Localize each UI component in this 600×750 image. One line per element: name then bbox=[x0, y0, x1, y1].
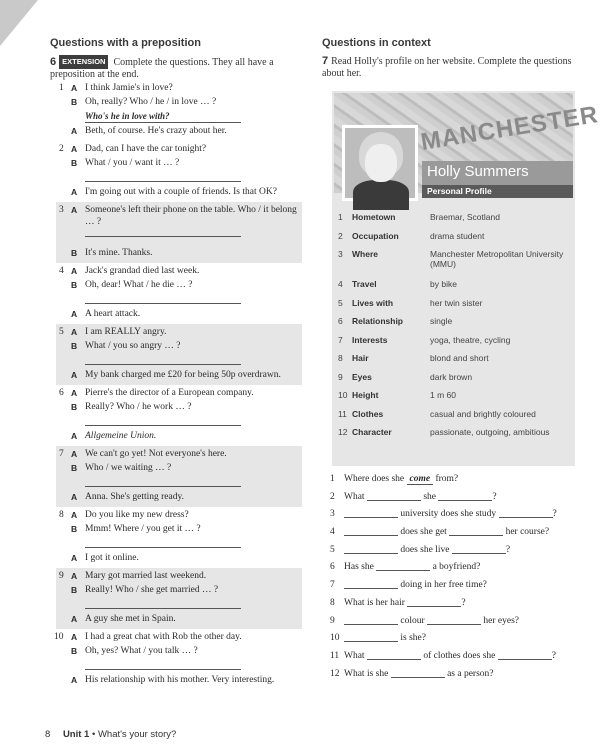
answer-blank[interactable] bbox=[344, 544, 398, 554]
profile-row: 5 Lives with her twin sister bbox=[338, 297, 483, 308]
item-number: 2 bbox=[59, 144, 64, 154]
line-a: Do you like my new dress? bbox=[85, 510, 189, 520]
line-a: I am REALLY angry. bbox=[85, 327, 167, 337]
answer-blank[interactable] bbox=[407, 597, 461, 607]
answer-line[interactable] bbox=[85, 486, 241, 487]
profile-row: 6 Relationship single bbox=[338, 316, 453, 326]
line-a: Someone's left their phone on the table. Who / it belong … ? bbox=[85, 205, 297, 227]
answer-blank[interactable] bbox=[344, 615, 398, 625]
line-b: Mmm! Where / you get it … ? bbox=[85, 524, 201, 534]
speaker-a: A bbox=[71, 449, 78, 459]
profile-row: 4 Travel by bike bbox=[338, 279, 457, 289]
corner-tab bbox=[0, 0, 38, 46]
answer-line[interactable] bbox=[85, 425, 241, 426]
item-number: 5 bbox=[59, 327, 64, 337]
line-a: Pierre's the director of a European company. bbox=[85, 388, 254, 398]
profile-row: 11 Clothes casual and brightly coloured bbox=[338, 408, 536, 419]
exercise-item bbox=[56, 629, 302, 690]
unit-label: Unit 1 bbox=[62, 729, 90, 740]
speaker-a: A bbox=[71, 187, 78, 197]
page-number: 8 bbox=[45, 729, 51, 740]
question-item: 4 does she get her course? bbox=[330, 527, 550, 538]
question-item: 12 What is she as a person? bbox=[330, 668, 494, 679]
section-title-context: Questions in context bbox=[322, 37, 431, 49]
profile-row: 1 Hometown Braemar, Scotland bbox=[338, 212, 500, 222]
speaker-b: B bbox=[71, 524, 78, 534]
speaker-a: A bbox=[71, 309, 78, 319]
answer-blank[interactable] bbox=[344, 632, 398, 642]
line-a-reply: Allgemeine Union. bbox=[85, 431, 157, 441]
banner-city-text: MANCHESTER bbox=[418, 101, 600, 156]
line-a-reply: Beth, of course. He's crazy about her. bbox=[85, 126, 227, 136]
exercise-6-list bbox=[56, 80, 302, 690]
speaker-b: B bbox=[71, 97, 78, 107]
profile-card bbox=[332, 91, 600, 466]
profile-row: 10 Height 1 m 60 bbox=[338, 390, 456, 400]
item-number: 7 bbox=[59, 449, 64, 459]
line-a: I had a great chat with Rob the other day. bbox=[85, 632, 242, 642]
profile-rows bbox=[332, 209, 575, 454]
example-answer: Who's he in love with? bbox=[85, 110, 241, 123]
speaker-a: A bbox=[71, 144, 78, 154]
exercise-7-instruction bbox=[322, 55, 572, 80]
answer-line[interactable] bbox=[85, 608, 241, 609]
exercise-7-questions bbox=[330, 473, 575, 685]
line-b: It's mine. Thanks. bbox=[85, 248, 153, 258]
speaker-b: B bbox=[71, 280, 78, 290]
profile-subtitle: Personal Profile bbox=[427, 186, 492, 196]
answer-blank[interactable] bbox=[499, 508, 553, 518]
answer-line[interactable] bbox=[85, 364, 241, 365]
profile-row: 9 Eyes dark brown bbox=[338, 371, 473, 382]
answer-blank[interactable] bbox=[344, 508, 398, 518]
line-b: Oh, yes? What / you talk … ? bbox=[85, 646, 198, 656]
item-number: 3 bbox=[59, 205, 64, 215]
item-number: 6 bbox=[59, 388, 64, 398]
answer-line[interactable] bbox=[85, 236, 241, 237]
question-item: 5 does she live ? bbox=[330, 544, 511, 555]
speaker-a: A bbox=[71, 510, 78, 520]
answer-blank[interactable] bbox=[438, 491, 492, 501]
question-item: 1 Where does she come from? bbox=[330, 474, 459, 484]
example-answer: come bbox=[407, 474, 434, 485]
profile-row: 12 Character passionate, outgoing, ambitious bbox=[338, 427, 550, 437]
speaker-b: B bbox=[71, 585, 78, 595]
exercise-6-instruction bbox=[50, 55, 300, 81]
line-b: Oh, really? Who / he / in love … ? bbox=[85, 97, 217, 107]
exercise-item bbox=[56, 263, 302, 324]
line-a-reply: A heart attack. bbox=[85, 309, 141, 319]
profile-name: Holly Summers bbox=[427, 163, 529, 180]
line-a-reply: A guy she met in Spain. bbox=[85, 614, 176, 624]
line-a-reply: Anna. She's getting ready. bbox=[85, 492, 184, 502]
line-a-reply: I'm going out with a couple of friends. Is that OK? bbox=[85, 187, 277, 197]
answer-blank[interactable] bbox=[367, 491, 421, 501]
instruction-text: Complete the questions. They all have a preposition at the end. bbox=[50, 57, 274, 80]
exercise-item bbox=[56, 80, 302, 141]
exercise-item bbox=[56, 385, 302, 446]
line-b: Really! Who / she get married … ? bbox=[85, 585, 219, 595]
item-number: 10 bbox=[54, 632, 64, 642]
line-a-reply: My bank charged me £20 for being 50p overdrawn. bbox=[85, 370, 281, 380]
profile-row: 3 Where Manchester Metropolitan University (MMU) bbox=[338, 249, 564, 269]
line-a: We can't go yet! Not everyone's here. bbox=[85, 449, 227, 459]
exercise-item bbox=[56, 568, 302, 629]
section-title-prepositions: Questions with a preposition bbox=[50, 37, 201, 49]
speaker-b: B bbox=[71, 341, 78, 351]
answer-line[interactable] bbox=[85, 181, 241, 182]
exercise-item bbox=[56, 141, 302, 202]
speaker-a: A bbox=[71, 327, 78, 337]
answer-line[interactable] bbox=[85, 303, 241, 304]
speaker-b: B bbox=[71, 646, 78, 656]
question-item: 7 doing in her free time? bbox=[330, 580, 487, 591]
profile-row: 2 Occupation drama student bbox=[338, 230, 485, 241]
profile-photo bbox=[342, 125, 418, 201]
speaker-a: A bbox=[71, 492, 78, 502]
answer-line[interactable] bbox=[85, 547, 241, 548]
line-a: Mary got married last weekend. bbox=[85, 571, 207, 581]
exercise-item bbox=[56, 202, 302, 263]
speaker-a: A bbox=[71, 571, 78, 581]
line-b: Really? Who / he work … ? bbox=[85, 402, 192, 412]
speaker-a: A bbox=[71, 126, 78, 136]
line-a: Dad, can I have the car tonight? bbox=[85, 144, 207, 154]
line-a: Jack's grandad died last week. bbox=[85, 266, 200, 276]
exercise-item bbox=[56, 324, 302, 385]
question-item: 10 is she? bbox=[330, 633, 426, 644]
speaker-a: A bbox=[71, 675, 78, 685]
question-item: 6 Has she a boyfriend? bbox=[330, 562, 481, 573]
question-item: 3 university does she study ? bbox=[330, 509, 557, 520]
instruction-text: Read Holly's profile on her website. Complete the questions about her. bbox=[322, 56, 572, 79]
answer-blank[interactable] bbox=[391, 668, 445, 678]
speaker-a: A bbox=[71, 632, 78, 642]
speaker-a: A bbox=[71, 266, 78, 276]
profile-row: 8 Hair blond and short bbox=[338, 353, 489, 363]
unit-title: What's your story? bbox=[97, 729, 177, 740]
extension-badge: EXTENSION bbox=[59, 55, 108, 69]
answer-line[interactable] bbox=[85, 669, 241, 670]
question-item: 11 What of clothes does she ? bbox=[330, 650, 556, 661]
line-a-reply: I got it online. bbox=[85, 553, 139, 563]
speaker-a: A bbox=[71, 431, 78, 441]
page-footer bbox=[45, 729, 176, 740]
speaker-b: B bbox=[71, 463, 78, 473]
answer-blank[interactable] bbox=[449, 526, 503, 536]
answer-blank[interactable] bbox=[427, 615, 481, 625]
answer-blank[interactable] bbox=[452, 544, 506, 554]
speaker-a: A bbox=[71, 614, 78, 624]
profile-row: 7 Interests yoga, theatre, cycling bbox=[338, 334, 511, 345]
speaker-a: A bbox=[71, 388, 78, 398]
answer-blank[interactable] bbox=[344, 579, 398, 589]
answer-blank[interactable] bbox=[344, 526, 398, 536]
question-item: 8 What is her hair ? bbox=[330, 597, 466, 608]
answer-blank[interactable] bbox=[367, 650, 421, 660]
speaker-a: A bbox=[71, 205, 78, 215]
line-b: What / you / want it … ? bbox=[85, 158, 180, 168]
line-b: What / you so angry … ? bbox=[85, 341, 181, 351]
item-number: 9 bbox=[59, 571, 64, 581]
speaker-b: B bbox=[71, 248, 78, 258]
speaker-a: A bbox=[71, 553, 78, 563]
speaker-b: B bbox=[71, 158, 78, 168]
exercise-item bbox=[56, 446, 302, 507]
footer-separator: • bbox=[91, 729, 96, 740]
exercise-item bbox=[56, 507, 302, 568]
item-number: 1 bbox=[59, 83, 64, 93]
speaker-b: B bbox=[71, 402, 78, 412]
line-b: Who / we waiting … ? bbox=[85, 463, 172, 473]
speaker-a: A bbox=[71, 370, 78, 380]
item-number: 8 bbox=[59, 510, 64, 520]
speaker-a: A bbox=[71, 83, 78, 93]
question-item: 9 colour her eyes? bbox=[330, 615, 520, 626]
item-number: 4 bbox=[59, 266, 64, 276]
line-b: Oh, dear! What / he die … ? bbox=[85, 280, 193, 290]
line-a: I think Jamie's in love? bbox=[85, 83, 173, 93]
line-a-reply: His relationship with his mother. Very interesting. bbox=[85, 675, 275, 685]
answer-blank[interactable] bbox=[498, 650, 552, 660]
exercise-number: 6 bbox=[50, 56, 57, 68]
answer-blank[interactable] bbox=[376, 561, 430, 571]
question-item: 2 What she ? bbox=[330, 491, 497, 502]
exercise-number: 7 bbox=[322, 55, 329, 67]
